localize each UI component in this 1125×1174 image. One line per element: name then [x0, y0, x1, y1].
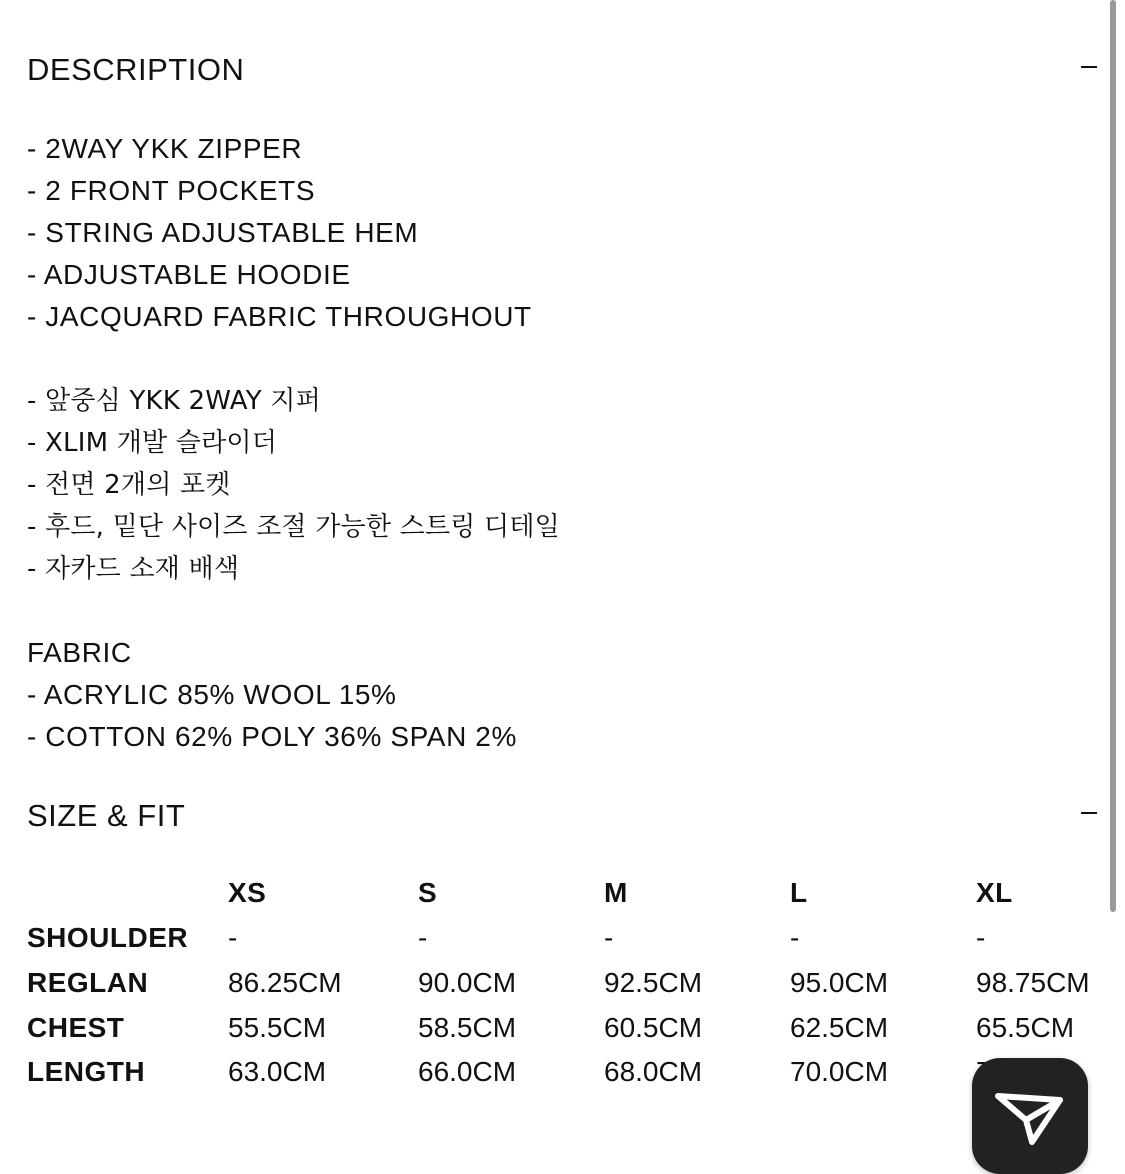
size-column-xs: XS	[228, 877, 267, 908]
description-line: - 2WAY YKK ZIPPER	[27, 133, 303, 164]
description-line: - JACQUARD FABRIC THROUGHOUT	[27, 301, 532, 332]
table-cell: -	[976, 922, 986, 953]
fabric-line: - COTTON 62% POLY 36% SPAN 2%	[27, 721, 517, 752]
table-cell: 70.0CM	[790, 1056, 889, 1087]
description-line-ko: - XLIM 개발 슬라이더	[27, 428, 278, 458]
table-cell: 62.5CM	[790, 1012, 889, 1043]
description-line-ko: - 전면 2개의 포켓	[27, 470, 231, 500]
table-cell: 95.0CM	[790, 967, 889, 998]
description-line: - ADJUSTABLE HOODIE	[27, 259, 351, 290]
fabric-line: - ACRYLIC 85% WOOL 15%	[27, 679, 397, 710]
size-fit-title: SIZE & FIT	[27, 798, 186, 833]
size-fit-header[interactable]	[27, 798, 1125, 838]
table-cell: 90.0CM	[418, 967, 517, 998]
collapse-size-fit-icon[interactable]	[1079, 812, 1101, 834]
description-line: - 2 FRONT POCKETS	[27, 175, 316, 206]
row-label-reglan: REGLAN	[27, 967, 149, 998]
table-cell: 98.75CM	[976, 967, 1090, 998]
table-cell: 66.0CM	[418, 1056, 517, 1087]
table-cell: 55.5CM	[228, 1012, 327, 1043]
description-line-ko: - 앞중심 YKK 2WAY 지퍼	[27, 386, 321, 416]
table-cell: 68.0CM	[604, 1056, 703, 1087]
table-cell: -	[604, 922, 614, 953]
scrollbar[interactable]	[1110, 0, 1116, 912]
collapse-description-icon[interactable]	[1079, 66, 1101, 88]
row-label-shoulder: SHOULDER	[27, 922, 189, 953]
send-button[interactable]	[972, 1058, 1088, 1174]
row-label-length: LENGTH	[27, 1056, 146, 1087]
table-cell: 63.0CM	[228, 1056, 327, 1087]
table-cell: 92.5CM	[604, 967, 703, 998]
description-line: - STRING ADJUSTABLE HEM	[27, 217, 419, 248]
fabric-title: FABRIC	[27, 637, 132, 668]
size-column-l: L	[790, 877, 808, 908]
size-column-m: M	[604, 877, 628, 908]
table-cell: 58.5CM	[418, 1012, 517, 1043]
description-title: DESCRIPTION	[27, 52, 245, 87]
row-label-chest: CHEST	[27, 1012, 125, 1043]
send-icon	[994, 1086, 1066, 1146]
size-column-s: S	[418, 877, 438, 908]
table-cell: -	[418, 922, 428, 953]
table-cell: 86.25CM	[228, 967, 342, 998]
table-cell: -	[790, 922, 800, 953]
description-line-ko: - 자카드 소재 배색	[27, 554, 240, 584]
size-column-xl: XL	[976, 877, 1013, 908]
description-line-ko: - 후드, 밑단 사이즈 조절 가능한 스트링 디테일	[27, 512, 560, 542]
table-cell: 65.5CM	[976, 1012, 1075, 1043]
table-cell: 60.5CM	[604, 1012, 703, 1043]
description-header[interactable]	[27, 52, 1125, 92]
table-cell: -	[228, 922, 238, 953]
